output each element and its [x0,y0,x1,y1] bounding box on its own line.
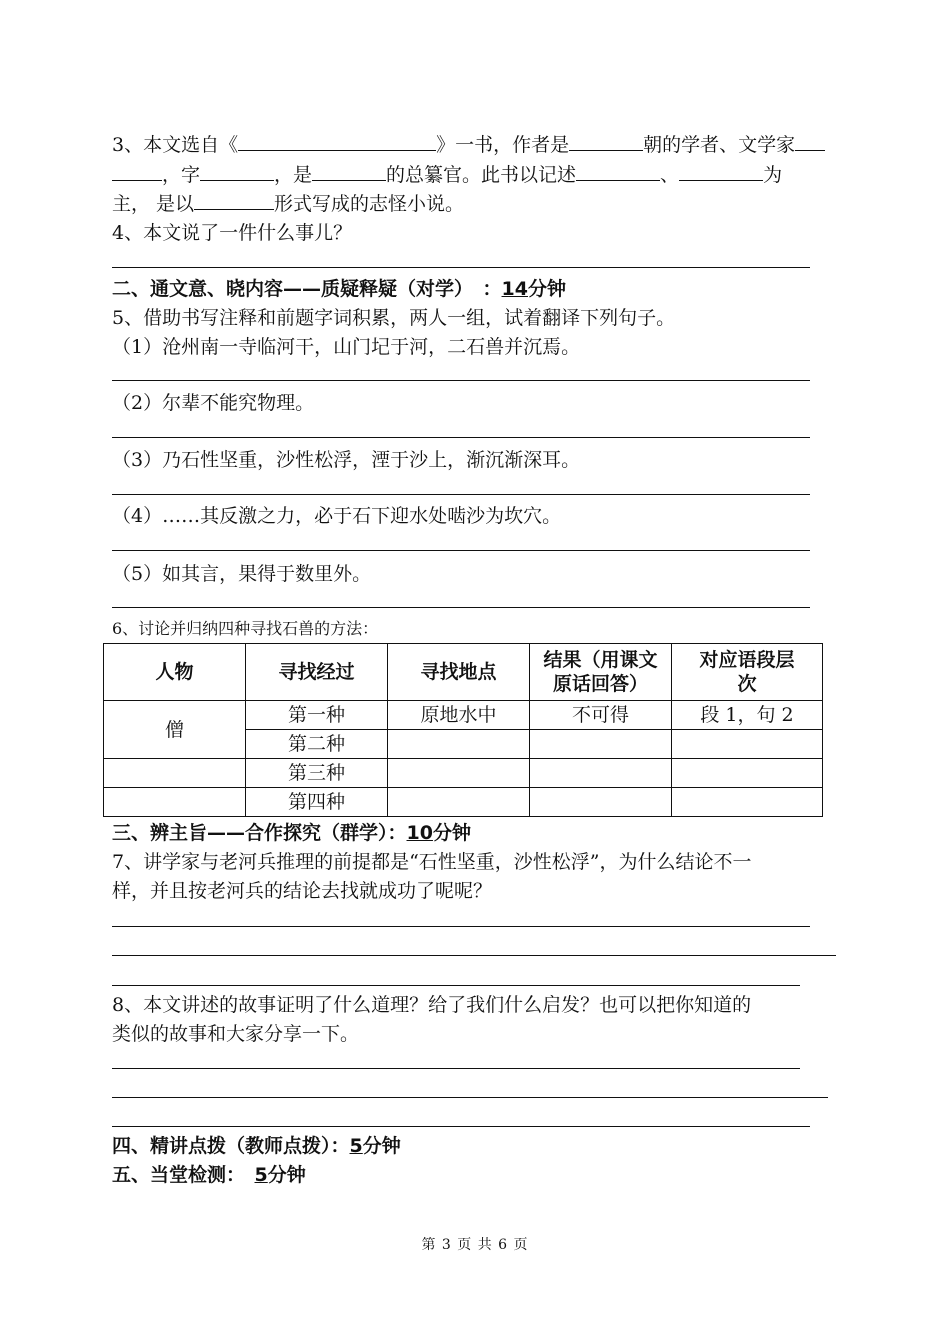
cell-result-1: 不可得 [530,701,672,730]
table-row [104,788,823,817]
cell-place-4[interactable] [388,788,530,817]
blank-form[interactable] [194,191,274,210]
section-2-heading: 二、通文意、晓内容——质疑释疑（对学） ：14分钟 [112,278,566,300]
blank-record-b[interactable] [679,162,763,181]
q7-line-2: 样，并且按老河兵的结论去找就成功了呢呢？ [112,880,493,902]
blank-author-a[interactable] [795,132,825,151]
cell-section-4[interactable] [672,788,823,817]
answer-line-q8-2[interactable] [112,1097,828,1098]
blank-book-title[interactable] [238,132,436,151]
cell-method-2: 第二种 [246,730,388,759]
table-row [104,701,823,730]
answer-line-q7-1[interactable] [112,926,810,927]
q3-line-1: 3、本文选自《 》一书，作者是 朝的学者、文学家 [112,132,825,158]
cell-person-4[interactable] [104,788,246,817]
answer-line-q8-3[interactable] [112,1126,810,1127]
q5-item-5: （5）如其言，果得于数里外。 [112,563,372,585]
q4-prompt: 4、本文说了一件什么事儿？ [112,222,353,244]
blank-compilation[interactable] [312,162,386,181]
q8-line-1: 8、本文讲述的故事证明了什么道理？给了我们什么启发？也可以把你知道的 [112,994,752,1016]
header-place: 寻找地点 [388,644,530,701]
q5-item-4: （4）……其反激之力，必于石下迎水处啮沙为坎穴。 [112,505,562,527]
header-result: 结果（用课文原话回答） [530,644,672,701]
cell-person-3[interactable] [104,759,246,788]
q8-line-2: 类似的故事和大家分享一下。 [112,1023,360,1045]
table-header-row [104,644,823,701]
q5-prompt: 5、借助书写注释和前题字词积累，两人一组，试着翻译下列句子。 [112,307,676,329]
blank-record-a[interactable] [576,162,660,181]
q5-item-3: （3）乃石性坚重，沙性松浮，湮于沙上，渐沉渐深耳。 [112,449,581,471]
cell-section-3[interactable] [672,759,823,788]
section-4-heading: 四、精讲点拨（教师点拨）：5分钟 [112,1135,401,1157]
section-5-heading: 五、当堂检测： 5分钟 [112,1164,306,1186]
answer-line-q4[interactable] [112,267,810,268]
cell-place-1: 原地水中 [388,701,530,730]
cell-place-2[interactable] [388,730,530,759]
answer-line-q7-2[interactable] [112,955,836,956]
blank-courtesy-name[interactable] [200,162,274,181]
cell-section-2[interactable] [672,730,823,759]
section-3-heading: 三、辨主旨——合作探究（群学）：10分钟 [112,822,471,844]
answer-line-q5-3[interactable] [112,494,810,495]
header-section: 对应语段层次 [672,644,823,701]
q3-line-2: ，字 ，是 的总纂官。此书以记述 、 为 [112,162,782,188]
answer-line-q5-4[interactable] [112,550,810,551]
answer-line-q5-1[interactable] [112,380,810,381]
header-process: 寻找经过 [246,644,388,701]
cell-method-4: 第四种 [246,788,388,817]
answer-line-q8-1[interactable] [112,1068,800,1069]
q6-prompt: 6、讨论并归纳四种寻找石兽的方法： [112,619,379,638]
answer-line-q5-2[interactable] [112,437,810,438]
cell-section-1: 段 1，句 2 [672,701,823,730]
page-footer: 第 3 页 共 6 页 [421,1237,529,1253]
cell-result-2[interactable] [530,730,672,759]
cell-person-monk: 僧 [104,701,246,759]
answer-line-q7-3[interactable] [112,985,800,986]
header-person: 人物 [104,644,246,701]
answer-line-q5-5[interactable] [112,607,810,608]
methods-table [103,643,823,817]
cell-place-3[interactable] [388,759,530,788]
blank-dynasty[interactable] [569,132,643,151]
q5-item-2: （2）尔辈不能究物理。 [112,392,315,414]
cell-method-3: 第三种 [246,759,388,788]
q3-line-3: 主， 是以 形式写成的志怪小说。 [112,193,465,215]
q7-line-1: 7、讲学家与老河兵推理的前提都是“石性坚重，沙性松浮”，为什么结论不一 [112,851,752,873]
cell-method-1: 第一种 [246,701,388,730]
cell-result-3[interactable] [530,759,672,788]
table-row [104,759,823,788]
blank-author-b[interactable] [112,162,162,181]
cell-result-4[interactable] [530,788,672,817]
q5-item-1: （1）沧州南一寺临河干，山门圮于河，二石兽并沉焉。 [112,336,581,358]
